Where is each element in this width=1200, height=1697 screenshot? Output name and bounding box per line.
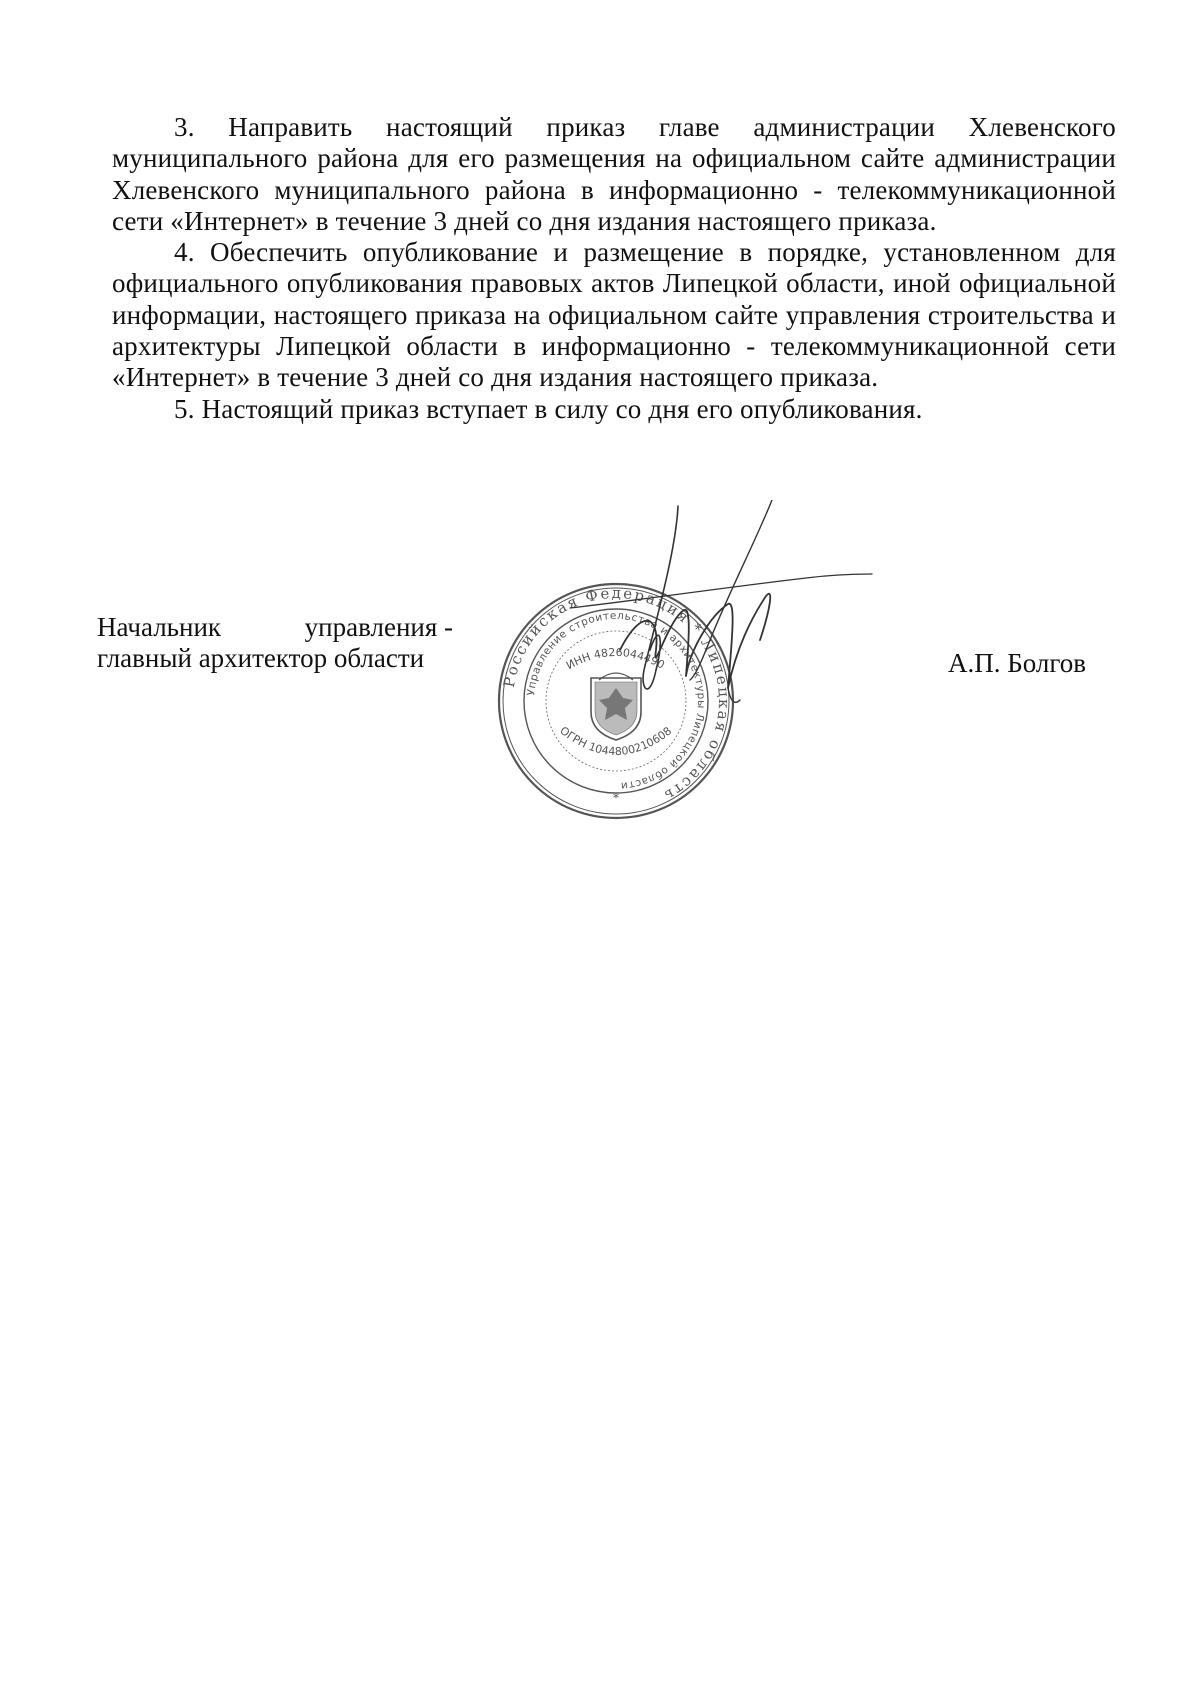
- seal-ogrn-text: ОГРН 1044800210608: [557, 723, 675, 759]
- paragraph-3: 3. Направить настоящий приказ главе администрации Хлевенского муниципального района для его размещения на официальном сайте администрации Хлевенского муниципального района в информационно - телекоммуникационной сети «Интернет» в течение 3 дней со дня издания настоящего приказа.: [112, 112, 1116, 236]
- handwritten-signature: [560, 500, 880, 760]
- position-word-head: Начальник: [97, 612, 222, 642]
- signer-position-line1: [97, 612, 453, 643]
- signer-position: [97, 612, 457, 675]
- seal-outer-text: Российская Федерация * Липецкая область: [499, 583, 734, 806]
- paragraph-5: 5. Настоящий приказ вступает в силу со дня его опубликования.: [174, 393, 923, 424]
- signer-position-line2: главный архитектор области: [97, 643, 425, 674]
- paragraph-4: 4. Обеспечить опубликование и размещение в порядке, установленном для официального опубликования правовых актов Липецкой области, иной официальной информации, настоящего приказа на официальном сайте управления строительства и архитектуры Липецкой области в информационно - телекоммуникационной сети «Интернет» в течение 3 дней со дня издания настоящего приказа.: [112, 237, 1116, 393]
- position-word-department: управления -: [304, 612, 453, 642]
- seal-inn-text: ИНН 4826044490: [564, 645, 667, 673]
- seal-inner-text: Управление строительства и архитектуры Липецкой области: [525, 609, 708, 792]
- signer-name: А.П. Болгов: [948, 648, 1087, 678]
- seal-star-icon: *: [613, 791, 619, 805]
